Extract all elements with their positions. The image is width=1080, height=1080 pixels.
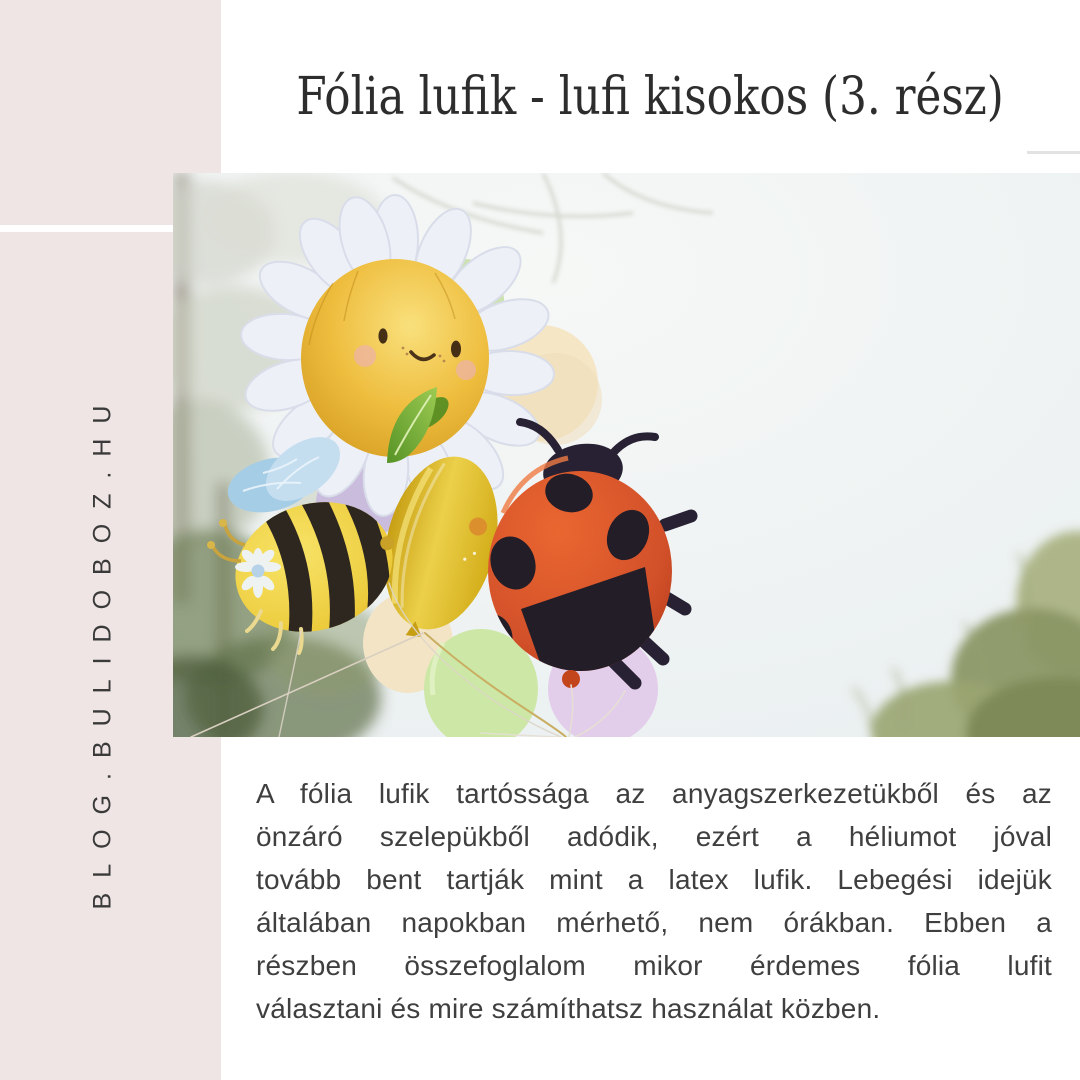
body-line: tovább bent tartják mint a latex lufik. Lebegési idejük [256, 864, 1052, 895]
body-line: önzáró szelepükből adódik, ezért a héliumot jóval [256, 821, 1052, 852]
balloons-photo [173, 173, 1080, 737]
body-line: A fólia lufik tartóssága az anyagszerkezetükből és az [256, 778, 1052, 809]
body-line: részben összefoglalom mikor érdemes fólia lufit [256, 950, 1052, 981]
daisy-cheek-right [456, 360, 476, 380]
daisy-left-eye [378, 328, 387, 343]
daisy-cheek-left [354, 345, 376, 367]
decor-line [1027, 151, 1080, 154]
balloons-illustration [173, 173, 1080, 737]
body-line: általában napokban mérhető, nem órákban. Ebben a [256, 907, 1052, 938]
page-title: Fólia lufik - lufi kisokos (3. rész) [296, 67, 1005, 127]
body-line: választani és mire számíthatsz használat közben. [256, 993, 881, 1024]
site-url-vertical: BLOG.BULIDOBOZ.HU [88, 390, 117, 910]
body-paragraph [256, 772, 1052, 1030]
daisy-right-eye [451, 341, 461, 358]
